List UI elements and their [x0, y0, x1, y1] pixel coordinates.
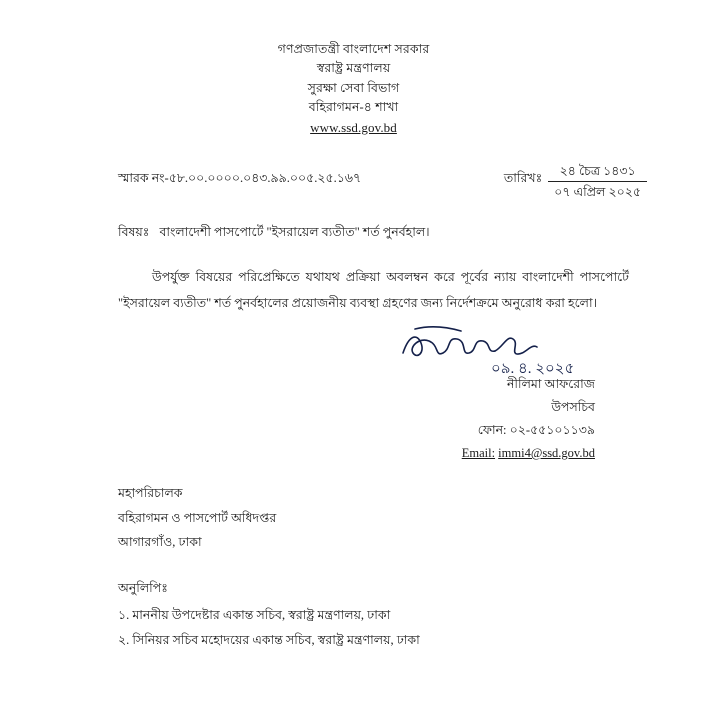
recipient-office: বহিরাগমন ও পাসপোর্ট অধিদপ্তর — [118, 510, 277, 525]
subject-label: বিষয়ঃ — [118, 225, 150, 240]
date-values — [548, 162, 647, 203]
email-label: Email: — [461, 446, 496, 461]
list-item: ২. সিনিয়র সচিব মহোদয়ের একান্ত সচিব, স্বরাষ্ট্র মন্ত্রণালয়, ঢাকা — [118, 633, 420, 648]
letterhead-line-ministry: স্বরাষ্ট্র মন্ত্রণালয় — [316, 61, 391, 76]
signatory-name: নীলিমা আফরোজ — [506, 376, 595, 391]
copy-to-list — [118, 603, 707, 653]
letterhead-website[interactable] — [0, 118, 707, 138]
subject-text: বাংলাদেশী পাসপোর্টে "ইসরায়েল ব্যতীত" শর্ত পুনর্বহাল। — [159, 225, 430, 240]
letterhead-line-division: সুরক্ষা সেবা বিভাগ — [307, 80, 400, 95]
date-english: ০৭ এপ্রিল ২০২৫ — [554, 185, 641, 200]
signatory-email-row — [0, 442, 595, 465]
date-block — [504, 162, 647, 203]
copy-to-title: অনুলিপিঃ — [118, 581, 168, 596]
memo-line — [0, 162, 707, 203]
letterhead-line-branch: বহিরাগমন-৪ শাখা — [308, 100, 399, 115]
recipient-address: আগারগাঁও, ঢাকা — [118, 534, 202, 549]
recipient-title: মহাপরিচালক — [118, 486, 183, 501]
recipient-block — [0, 481, 707, 554]
signatory-phone: ফোন: ০২-৫৫১০১১৩৯ — [477, 422, 595, 437]
signature-block — [0, 327, 707, 466]
subject-line — [0, 224, 707, 244]
letterhead — [0, 40, 707, 138]
copy-to-block — [0, 576, 707, 653]
signature-date-text: ০৯. ৪. ২০২৫ — [491, 360, 575, 377]
letterhead-line-government: গণপ্রজাতন্ত্রী বাংলাদেশ সরকার — [277, 42, 430, 56]
email-link[interactable]: immi4@ssd.gov.bd — [498, 446, 595, 461]
handwritten-signature — [0, 327, 595, 377]
website-link-text[interactable]: www.ssd.gov.bd — [310, 119, 397, 135]
signatory-designation: উপসচিব — [551, 399, 595, 414]
date-label: তারিখঃ — [503, 170, 543, 185]
list-item: ১. মাননীয় উপদেষ্টার একান্ত সচিব, স্বরাষ্ট্র মন্ত্রণালয়, ঢাকা — [118, 608, 391, 623]
body-paragraph: উপর্যুক্ত বিষয়ের পরিপ্রেক্ষিতে যথাযথ প্রক্রিয়া অবলম্বন করে পূর্বের ন্যায় বাংলাদেশী পাসপোর্টে "ইসরায়েল ব্যতীত" শর্ত পুনর্বহালের প্রয়োজনীয় ব্যবস্থা গ্রহণের জন্য নির্দেশক্রমে অনুরোধ করা হলো। — [118, 270, 629, 311]
date-bangla: ২৪ চৈত্র ১৪৩১ — [548, 162, 647, 183]
memo-number: স্মারক নং-৫৮.০০.০০০০.০৪৩.৯৯.০০৫.২৫.১৬৭ — [118, 170, 362, 185]
